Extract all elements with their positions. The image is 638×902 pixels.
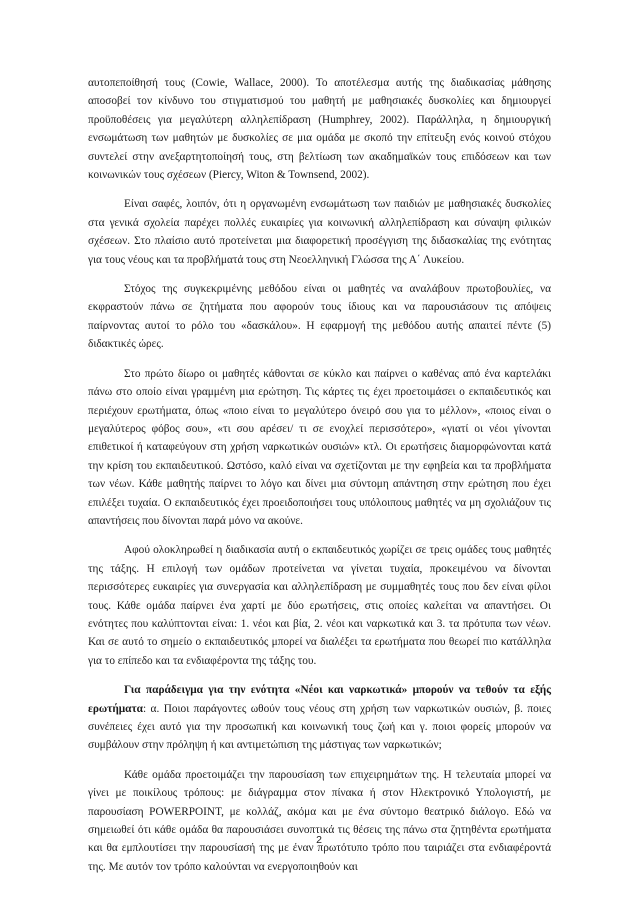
paragraph-2 [88, 195, 551, 269]
paragraph-6-bold-lead: Για παράδειγμα για την ενότητα «Νέοι και ναρκωτικά» μπορούν να τεθούν τα εξής ερωτήματα [88, 684, 551, 715]
page-number: 2 [316, 834, 322, 846]
paragraph-3 [88, 280, 551, 354]
paragraph-7-text: Κάθε ομάδα προετοιμάζει την παρουσίαση των επιχειρημάτων της. Η τελευταία μπορεί να γίνει με ποικίλους τρόπους: με διάγραμμα στον πίνακα ή στον Ηλεκτρονικό Υπολογιστή, με παρουσίαση POWERPOINT, με κολλάζ, ακόμα και με ένα σύντομο θεατρικό διάλογο. Εδώ να σημειωθεί ότι κάθε ομάδα θα παρουσιάσει συνοπτικά τις θέσεις της πάνω στα ζητηθέντα ερωτήματα και θα εμπλουτίσει την παρουσίασή της με έναν πρωτότυπο τρόπο που ταιριάζει στα ενδιαφέροντά της. Με αυτόν τον τρόπο καλούνται να ενεργοποιηθούν και [88, 768, 551, 873]
paragraph-4-text: Στο πρώτο δίωρο οι μαθητές κάθονται σε κύκλο και παίρνει ο καθένας από ένα καρτελάκι πάνω στο οποίο είναι γραμμένη μια ερώτηση. Τις κάρτες τις έχει προετοιμάσει ο εκπαιδευτικός και περιέχουν ερωτήματα, όπως «ποιο είναι το μεγαλύτερο όνειρό σου για το μέλλον», «ποιος είναι ο μεγαλύτερος φόβος σου», «τι σου αρέσει/ τι σε ενοχλεί περισσότερο», «γιατί οι νέοι γίνονται επιθετικοί ή καταφεύγουν στη χρήση ναρκωτικών ουσιών» κτλ. Οι ερωτήσεις διαμορφώνονται κατά την κρίση του εκπαιδευτικού. Ωστόσο, καλό είναι να σχετίζονται με την εφηβεία και τα προβλήματα των νέων. Κάθε μαθητής παίρνει το λόγο και δίνει μια σύντομη απάντηση στην ερώτηση που έχει επιλέξει τυχαία. Ο εκπαιδευτικός έχει προειδοποιήσει τους υπόλοιπους μαθητές να μη σχολιάζουν τις απαντήσεις που δίνονται παρά μόνο να ακούνε. [88, 367, 551, 527]
paragraph-5 [88, 541, 551, 670]
paragraph-6 [88, 681, 551, 755]
paragraph-7 [88, 766, 551, 876]
paragraph-1-text: αυτοπεποίθησή τους (Cowie, Wallace, 2000). Το αποτέλεσμα αυτής της διαδικασίας μάθησης αποσοβεί τον κίνδυνο του στιγματισμού του μαθητή με μαθησιακές δυσκολίες και δημιουργεί προϋποθέσεις για μεγαλύτερη αλληλεπίδραση (Humphrey, 2002). Παράλληλα, η δημιουργική ενσωμάτωση των μαθητών με δυσκολίες σε μια ομάδα με σκοπό την επίτευξη ενός κοινού στόχου συντελεί στην ανεξαρτητοποίησή τους, στη βελτίωση των ακαδημαϊκών τους επιδόσεων και των κοινωνικών τους σχέσεων (Piercy, Witon & Townsend, 2002). [88, 77, 551, 182]
paragraph-3-text: Στόχος της συγκεκριμένης μεθόδου είναι οι μαθητές να αναλάβουν πρωτοβουλίες, να εκφραστούν πάνω σε ζητήματα που αφορούν τους ίδιους και να παρουσιάσουν τις απόψεις παίρνοντας αυτοί το ρόλο του «δασκάλου». Η εφαρμογή της μεθόδου αυτής απαιτεί πέντε (5) διδακτικές ώρες. [88, 283, 551, 351]
document-page [88, 74, 551, 887]
paragraph-6-text: : α. Ποιοι παράγοντες ωθούν τους νέους στη χρήση των ναρκωτικών ουσιών, β. ποιες συνέπειες έχει αυτό για την προσωπική και κοινωνική τους ζωή και γ. ποιοι φορείς μπορούν να συμβάλουν στην πρόληψη ή και αντιμετώπιση της μάστιγας των ναρκωτικών; [88, 702, 551, 752]
paragraph-2-text: Είναι σαφές, λοιπόν, ότι η οργανωμένη ενσωμάτωση των παιδιών με μαθησιακές δυσκολίες στα γενικά σχολεία παρέχει πολλές ευκαιρίες για κοινωνική αλληλεπίδραση και σύναψη φιλικών σχέσεων. Στο πλαίσιο αυτό προτείνεται μια διαφορετική προσέγγιση της διδασκαλίας της ενότητας για τους νέους και τα προβλήματά τους στη Νεοελληνική Γλώσσα της Α΄ Λυκείου. [88, 198, 551, 266]
paragraph-1 [88, 74, 551, 184]
paragraph-5-text: Αφού ολοκληρωθεί η διαδικασία αυτή ο εκπαιδευτικός χωρίζει σε τρεις ομάδες τους μαθητές της τάξης. Η επιλογή των ομάδων προτείνεται να γίνεται τυχαία, προκειμένου να δίνονται περισσότερες ευκαιρίες για συνεργασία και αλληλεπίδραση με συμμαθητές τους που δεν είναι φίλοι τους. Κάθε ομάδα παίρνει ένα χαρτί με δύο ερωτήσεις, στις οποίες καλείται να απαντήσει. Οι ενότητες που καλύπτονται είναι: 1. νέοι και βία, 2. νέοι και ναρκωτικά και 3. τα πρότυπα των νέων. Και σε αυτό το σημείο ο εκπαιδευτικός μπορεί να διαλέξει τα ερωτήματα που θεωρεί πιο κατάλληλα για το επίπεδο και τα ενδιαφέροντα της τάξης του. [88, 544, 551, 667]
paragraph-4 [88, 365, 551, 531]
